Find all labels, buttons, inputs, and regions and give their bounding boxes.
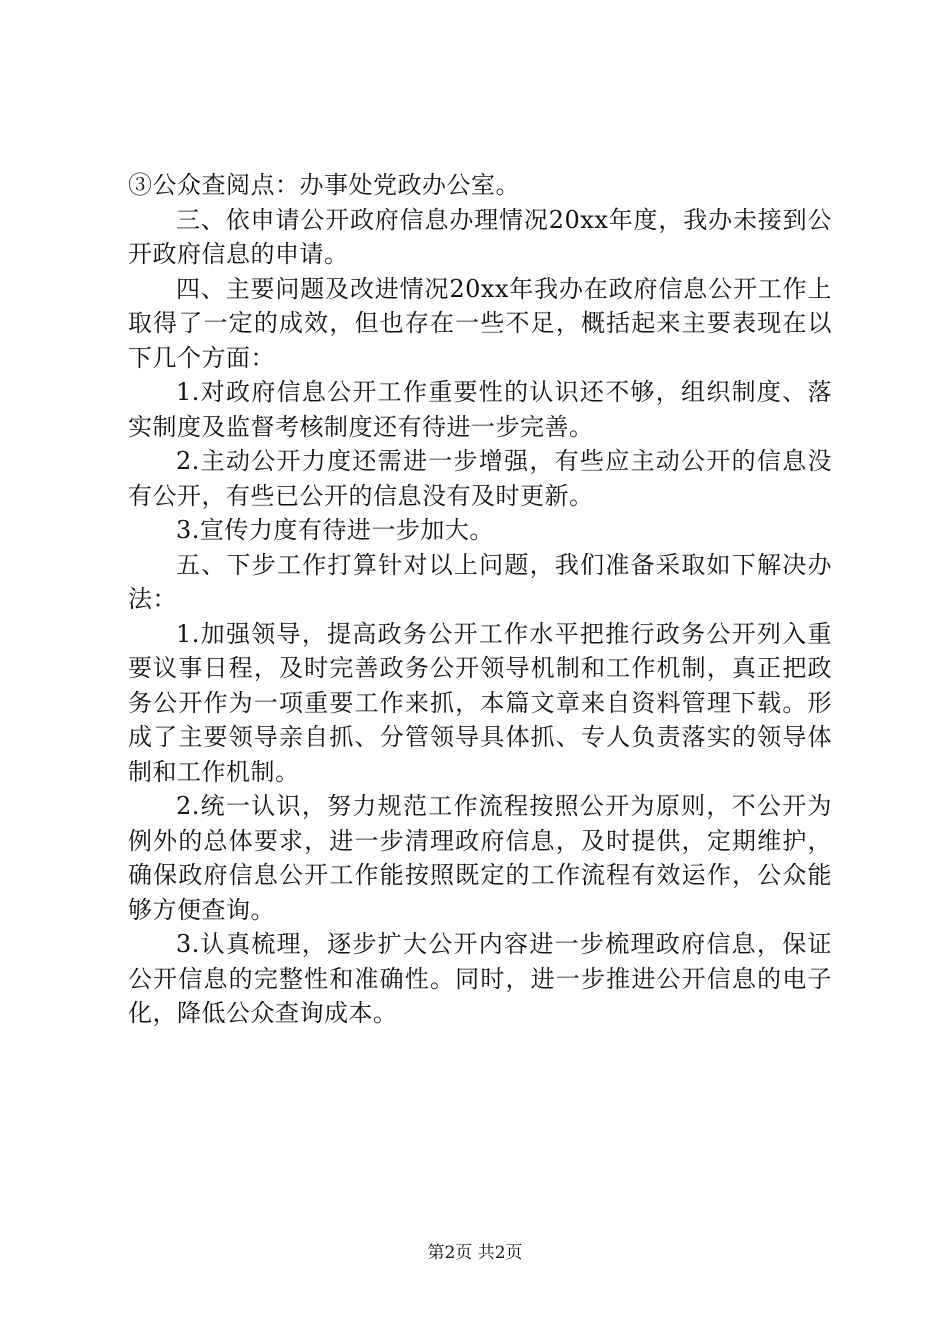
page-footer	[0, 1242, 950, 1264]
paragraph-section-four: 四、主要问题及改进情况20xx年我办在政府信息公开工作上取得了一定的成效，但也存在一些不足，概括起来主要表现在以下几个方面：	[128, 274, 832, 372]
paragraph-section-three: 三、依申请公开政府信息办理情况20xx年度，我办未接到公开政府信息的申请。	[128, 205, 832, 268]
document-body	[128, 168, 832, 1031]
paragraph-public-access-point: ③公众查阅点：办事处党政办公室。	[128, 171, 520, 199]
paragraph-measure-3: 3.认真梳理，逐步扩大公开内容进一步梳理政府信息，保证公开信息的完整性和准确性。同时，进一步推进公开信息的电子化，降低公众查询成本。	[128, 930, 832, 1027]
paragraph-issue-3: 3.宣传力度有待进一步加大。	[176, 516, 494, 544]
paragraph-measure-2: 2.统一认识，努力规范工作流程按照公开为原则，不公开为例外的总体要求，进一步清理政府信息，及时提供，定期维护，确保政府信息公开工作能按照既定的工作流程有效运作，公众能够方便查询。	[128, 792, 832, 924]
paragraph-issue-2: 2.主动公开力度还需进一步增强，有些应主动公开的信息没有公开，有些已公开的信息没有及时更新。	[128, 447, 832, 510]
page-number-indicator: 第2页 共2页	[427, 1243, 523, 1263]
paragraph-section-five: 五、下步工作打算针对以上问题，我们准备采取如下解决办法：	[128, 550, 832, 613]
paragraph-measure-1: 1.加强领导，提高政务公开工作水平把推行政务公开列入重要议事日程，及时完善政务公开领导机制和工作机制，真正把政务公开作为一项重要工作来抓，本篇文章来自资料管理下载。形成了主要领导亲自抓、分管领导具体抓、专人负责落实的领导体制和工作机制。	[128, 619, 832, 786]
paragraph-issue-1: 1.对政府信息公开工作重要性的认识还不够，组织制度、落实制度及监督考核制度还有待进一步完善。	[128, 378, 832, 441]
